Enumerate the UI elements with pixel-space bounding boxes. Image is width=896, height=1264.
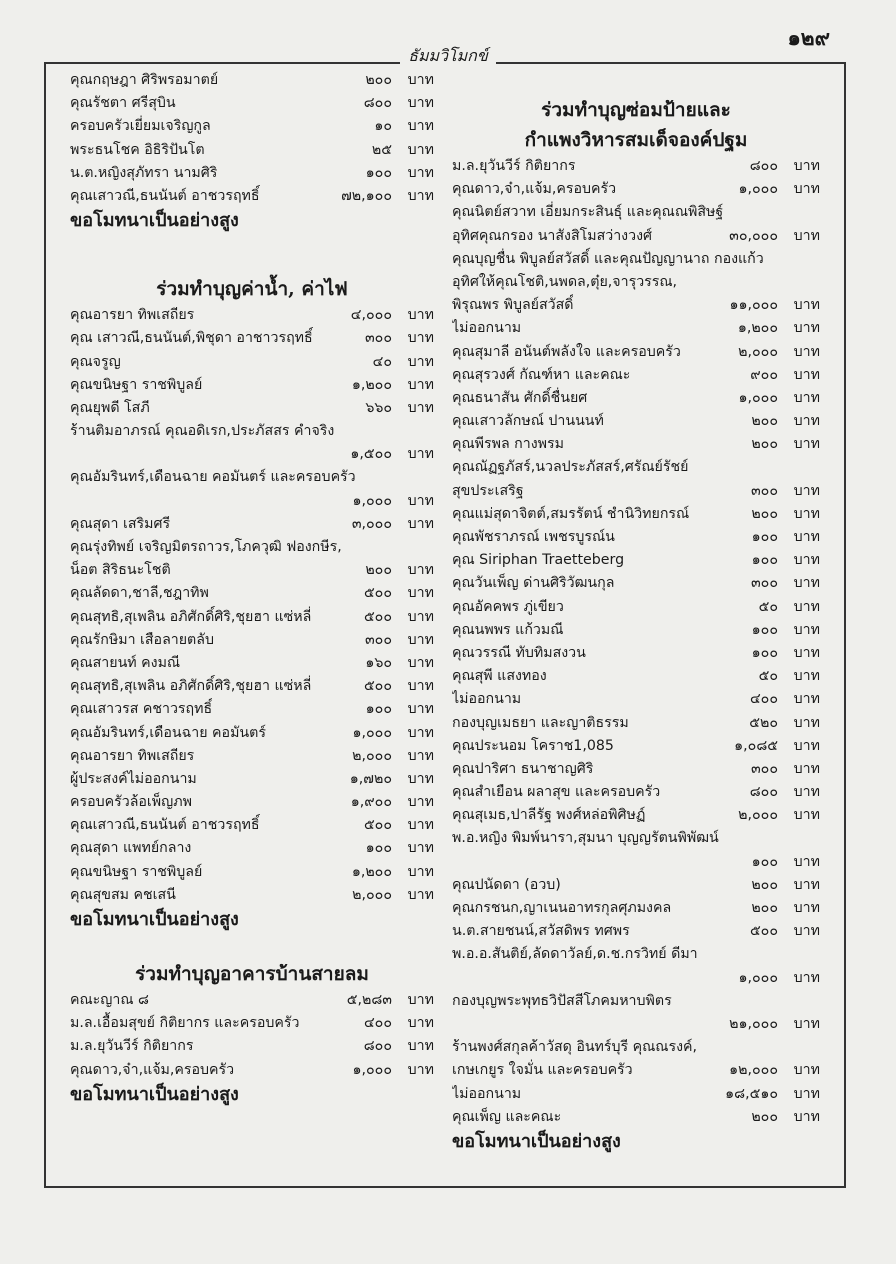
donor-name: คุณสุพี แสงทอง — [452, 668, 547, 685]
donation-amount: ๑๐๐ — [751, 853, 778, 870]
donor-name: คุณวันเพ็ญ ด่านศิริวัฒนกุล — [452, 575, 615, 592]
donor-name: ครอบครัวเยี่ยมเจริญกูล — [70, 118, 211, 135]
donor-name: คุณลัดดา,ชาลี,ชฎาทิพ — [70, 585, 209, 602]
currency-unit: บาท — [793, 575, 820, 592]
currency-unit: บาท — [793, 876, 820, 893]
donation-amount: ๒๐๐ — [751, 436, 778, 453]
donor-name: คุณพีรพล กางพรม — [452, 436, 564, 453]
donation-row — [70, 814, 434, 837]
donor-name: คุณวรรณี ทับทิมสงวน — [452, 644, 586, 661]
currency-unit: บาท — [793, 784, 820, 801]
currency-unit: บาท — [793, 644, 820, 661]
donation-row — [70, 1012, 434, 1035]
currency-unit: บาท — [407, 701, 434, 718]
donor-name-line: คุณรุ่งทิพย์ เจริญมิตรถาวร,โภควุฒิ ฟองกษีร, — [70, 539, 342, 555]
currency-unit: บาท — [407, 515, 434, 532]
donor-name-line: ร้านพงศ์สกุลค้าวัสดุ อินทร์บุรี คุณณรงค์, — [452, 1039, 698, 1056]
donation-row — [452, 1106, 820, 1129]
donation-amount: ๒,๐๐๐ — [738, 343, 778, 360]
donation-row — [452, 1059, 820, 1082]
donation-row — [452, 851, 820, 874]
donation-amount: ๑๖๐ — [365, 654, 392, 671]
page-number: ๑๒๙ — [787, 26, 830, 50]
donor-name: เกษเกยูร ใจมั่น และครอบครัว — [452, 1062, 633, 1079]
currency-unit: บาท — [793, 366, 820, 383]
donor-name: คุณสุทธิ,สุเพลิน อภิศักดิ์ศิริ,ชุยฮา แซ่หลี่ — [70, 608, 312, 625]
donation-row — [70, 745, 434, 768]
thanks-line: ขอโมทนาเป็นอย่างสูง — [452, 1130, 621, 1152]
donation-amount: ๘๐๐ — [749, 784, 778, 801]
donation-amount: ๑๐๐ — [751, 529, 778, 545]
donor-name-line: คุณนิตย์สวาท เอี่ยมกระสินธุ์ และคุณณพิสิษฐ์ — [452, 204, 724, 221]
donation-row — [452, 155, 820, 178]
donor-name: คุณอัคคพร ภู่เขียว — [452, 598, 564, 615]
currency-unit: บาท — [793, 505, 820, 522]
donation-amount: ๒,๐๐๐ — [352, 747, 392, 764]
donation-amount: ๒๕ — [371, 141, 392, 158]
donation-amount: ๑๐ — [374, 118, 392, 135]
donation-row — [452, 317, 820, 340]
donation-row — [452, 596, 820, 619]
donor-name: คุณดาว,จ๋า,แจ้ม,ครอบครัว — [452, 181, 617, 198]
donation-amount: ๓๐๐ — [364, 631, 392, 648]
donor-name: คุณสุรวงศ์ กัณฑ์หา และคณะ — [452, 366, 631, 383]
donation-amount: ๕๐ — [758, 668, 778, 685]
donation-amount: ๕๐ — [758, 598, 778, 615]
donor-name: น.ต.หญิงสุภัทรา นามศิริ — [70, 164, 218, 181]
currency-unit: บาท — [407, 562, 434, 579]
donation-row — [70, 698, 434, 721]
currency-unit: บาท — [793, 181, 820, 198]
currency-unit: บาท — [407, 376, 434, 393]
donation-row — [452, 341, 820, 364]
currency-unit: บาท — [793, 1108, 820, 1125]
donation-amount: ๒๐๐ — [365, 562, 392, 579]
currency-unit: บาท — [407, 794, 434, 811]
donor-name: คุณนพพร แก้วมณี — [452, 621, 564, 638]
currency-unit: บาท — [407, 770, 434, 787]
donor-name: คุณสุดา เสริมศรี — [70, 515, 171, 532]
donation-row — [452, 225, 820, 248]
donation-amount: ๑,๗๒๐ — [349, 770, 392, 787]
donor-name: ไม่ออกนาม — [452, 1085, 522, 1102]
donor-name: คุณปนัดดา (อวบ) — [452, 876, 561, 893]
donation-row — [452, 665, 820, 688]
donation-amount: ๗๒,๑๐๐ — [341, 187, 392, 204]
donation-amount: ๒๐๐ — [751, 413, 778, 430]
donor-name: อุทิศคุณกรอง นาสังสิโมสว่างวงศ์ — [452, 227, 653, 244]
donation-row — [70, 652, 434, 675]
donation-amount: ๓๐๐ — [750, 760, 778, 777]
donor-name-line: อุทิศให้คุณโชติ,นพดล,ตุ๋ย,จารุวรรณ, — [452, 273, 678, 290]
donor-name: คุณดาว,จ๋า,แจ้ม,ครอบครัว — [70, 1061, 235, 1078]
donor-name: คุณอารยา ทิพเสถียร — [70, 747, 195, 764]
donor-name: คุณประนอม โคราช1,085 — [452, 737, 614, 754]
donation-row — [70, 884, 434, 907]
donation-row — [452, 526, 820, 549]
donor-name: คุณพัชราภรณ์ เพชรบูรณ์น — [452, 529, 615, 545]
currency-unit: บาท — [793, 529, 820, 545]
donation-amount: ๑,๙๐๐ — [350, 794, 392, 811]
donation-row — [70, 443, 434, 466]
magazine-title-text: ธัมมวิโมกข์ — [400, 46, 496, 65]
donor-name: คณะญาณ ๘ — [70, 992, 149, 1008]
donor-name: คุณขนิษฐา ราชพิบูลย์ — [70, 376, 203, 393]
currency-unit: บาท — [407, 863, 434, 880]
donation-row — [70, 1059, 434, 1082]
currency-unit: บาท — [793, 482, 820, 499]
donation-amount: ๑๘,๕๑๐ — [725, 1085, 778, 1102]
donation-row — [70, 606, 434, 629]
currency-unit: บาท — [793, 714, 820, 731]
currency-unit: บาท — [793, 923, 820, 940]
donor-name: ครอบครัวล้อเพ็ญภพ — [70, 794, 192, 811]
currency-unit: บาท — [793, 552, 820, 569]
donor-name: คุณขนิษฐา ราชพิบูลย์ — [70, 863, 203, 880]
donation-amount: ๒๐๐ — [751, 876, 778, 893]
donation-row — [70, 1035, 434, 1058]
donor-name: พระธนโชค อิธิริปันโต — [70, 141, 205, 158]
donation-row — [70, 629, 434, 652]
currency-unit: บาท — [793, 1085, 820, 1102]
section-heading: ร่วมทำบุญอาคารบ้านสายลม — [135, 963, 369, 985]
donation-row — [70, 861, 434, 884]
donation-amount: ๑,๐๐๐ — [738, 389, 778, 406]
donor-name: คุณอัมรินทร์,เดือนฉาย คอมันตร์ — [70, 724, 266, 741]
donation-amount: ๕๐๐ — [363, 608, 392, 625]
donation-row — [70, 327, 434, 350]
donation-amount: ๑,๒๐๐ — [737, 320, 778, 337]
donation-amount: ๑,๒๐๐ — [351, 376, 392, 393]
thanks-line: ขอโมทนาเป็นอย่างสูง — [70, 1083, 239, 1105]
donation-row — [452, 387, 820, 410]
donor-name: คุณรัชตา ศรีสุบิน — [70, 95, 176, 112]
donation-amount: ๑๐๐ — [751, 644, 778, 661]
donor-name-line: พ.อ.อ.สันติย์,ลัดดาวัลย์,ด.ช.กรวิทย์ ดีมา — [452, 946, 698, 963]
currency-unit: บาท — [407, 187, 434, 204]
donation-row — [452, 688, 820, 711]
donation-row — [70, 69, 434, 92]
donation-row — [452, 294, 820, 317]
donor-name-line: กองบุญพระพุทธวิปัสสีโภคมหาบพิตร — [452, 992, 672, 1009]
donation-amount: ๒๐๐ — [751, 505, 778, 522]
currency-unit: บาท — [793, 297, 820, 314]
currency-unit: บาท — [407, 72, 434, 88]
currency-unit: บาท — [407, 1038, 434, 1055]
donation-amount: ๑๐๐ — [751, 552, 778, 569]
donation-amount: ๑๑,๐๐๐ — [729, 297, 778, 314]
donor-name: คุณสุดา แพทย์กลาง — [70, 840, 192, 857]
donation-amount: ๑๐๐ — [365, 840, 392, 857]
donor-name-line: ร้านติมอาภรณ์ คุณอดิเรก,ประภัสสร คำจริง — [70, 423, 335, 440]
spacer — [70, 260, 434, 274]
donor-name-line: คุณณัฏฐภัสร์,นวลประภัสสร์,ศรัณย์รัชย์ — [452, 459, 689, 476]
donation-amount: ๕๒๐ — [749, 714, 778, 731]
donation-amount: ๘๐๐ — [363, 1038, 392, 1055]
currency-unit: บาท — [407, 631, 434, 648]
donation-row — [70, 513, 434, 536]
donor-name: น.ต.สายชนน์,สวัสดิพร ทศพร — [452, 923, 630, 940]
donation-amount: ๑,๕๐๐ — [350, 446, 392, 463]
donor-name: ม.ล.เอื้อมสุขย์ กิติยากร และครอบครัว — [70, 1015, 300, 1032]
donation-amount: ๘๐๐ — [363, 95, 392, 112]
donor-name: คุณเสาวลักษณ์ ปานนนท์ — [452, 413, 604, 430]
donation-row — [70, 185, 434, 208]
donation-amount: ๓,๐๐๐ — [351, 515, 392, 532]
donor-name-line: พ.อ.หญิง พิมพ์นารา,สุมนา บุญญรัตนพิพัฒน์ — [452, 830, 719, 847]
donation-row — [70, 397, 434, 420]
currency-unit: บาท — [793, 227, 820, 244]
currency-unit: บาท — [793, 343, 820, 360]
donor-name: คุณปาริศา ธนาชาญศิริ — [452, 760, 594, 777]
donation-row — [70, 351, 434, 374]
donor-name: คุณ Siriphan Traetteberg — [452, 552, 625, 569]
currency-unit: บาท — [407, 330, 434, 347]
donor-name: คุณเสาวณี,ธนนันต์ อาชวรฤทธิ์ — [70, 187, 260, 204]
donation-row — [452, 433, 820, 456]
currency-unit: บาท — [407, 992, 434, 1008]
donation-amount: ๑,๐๘๕ — [734, 737, 778, 754]
donation-row — [70, 374, 434, 397]
donation-amount: ๕๐๐ — [363, 678, 392, 695]
donation-row — [70, 675, 434, 698]
donation-amount: ๒๐๐ — [365, 72, 392, 88]
donation-row — [70, 139, 434, 162]
spacer — [70, 933, 434, 959]
currency-unit: บาท — [793, 436, 820, 453]
donation-row — [452, 178, 820, 201]
donation-row — [452, 1083, 820, 1106]
donation-amount: ๑,๐๐๐ — [352, 492, 392, 509]
currency-unit: บาท — [407, 724, 434, 741]
currency-unit: บาท — [407, 840, 434, 857]
donation-row — [452, 364, 820, 387]
currency-unit: บาท — [407, 886, 434, 903]
donor-name: คุณจรูญ — [70, 353, 121, 370]
currency-unit: บาท — [793, 320, 820, 337]
currency-unit: บาท — [407, 585, 434, 602]
currency-unit: บาท — [407, 747, 434, 764]
currency-unit: บาท — [793, 900, 820, 916]
donation-amount: ๖๖๐ — [365, 399, 392, 416]
section-heading: ร่วมทำบุญค่าน้ำ, ค่าไฟ — [156, 278, 348, 301]
donor-name: คุณสำเยือน ผลาสุข และครอบครัว — [452, 784, 661, 801]
currency-unit: บาท — [793, 853, 820, 870]
donor-name: ไม่ออกนาม — [452, 320, 522, 337]
currency-unit: บาท — [407, 654, 434, 671]
currency-unit: บาท — [407, 95, 434, 112]
thanks-line: ขอโมทนาเป็นอย่างสูง — [70, 210, 239, 232]
currency-unit: บาท — [793, 389, 820, 406]
donor-name-line: คุณอัมรินทร์,เดือนฉาย คอมันตร์ และครอบครัว — [70, 469, 356, 486]
donor-name: คุณเพ็ญ และคณะ — [452, 1108, 562, 1125]
donation-amount: ๓๐๐ — [750, 482, 778, 499]
donation-amount: ๕,๒๘๓ — [346, 992, 392, 1008]
donation-amount: ๑๒,๐๐๐ — [729, 1062, 778, 1079]
donation-amount: ๘๐๐ — [749, 158, 778, 174]
currency-unit: บาท — [407, 353, 434, 370]
right-column — [452, 95, 820, 1155]
donation-row — [452, 480, 820, 503]
currency-unit: บาท — [407, 1061, 434, 1078]
donation-amount: ๓๐๐ — [750, 575, 778, 592]
currency-unit: บาท — [793, 668, 820, 685]
donation-amount: ๑๐๐ — [365, 164, 392, 181]
section-heading: ร่วมทำบุญซ่อมป้ายและ — [541, 99, 731, 121]
donation-row — [452, 897, 820, 920]
donation-row — [70, 989, 434, 1012]
donation-row — [70, 722, 434, 745]
donation-row — [452, 874, 820, 897]
left-column — [70, 69, 434, 1108]
donation-amount: ๕๐๐ — [363, 585, 392, 602]
donation-amount: ๑,๐๐๐ — [352, 1061, 392, 1078]
donation-row — [452, 781, 820, 804]
donor-name: คุณสายนท์ คงมณี — [70, 654, 181, 671]
magazine-title — [0, 44, 896, 69]
donation-row — [70, 559, 434, 582]
donation-amount: ๒,๐๐๐ — [352, 886, 392, 903]
donor-name: กองบุญเมธยา และญาติธรรม — [452, 714, 629, 731]
donation-row — [70, 115, 434, 138]
donor-name: น็อต สิริธนะโชติ — [70, 562, 171, 579]
donation-row — [452, 712, 820, 735]
donation-row — [452, 410, 820, 433]
donation-row — [70, 791, 434, 814]
donor-name: คุณสุขสม คชเสนี — [70, 886, 176, 903]
donation-row — [70, 490, 434, 513]
donation-row — [452, 804, 820, 827]
currency-unit: บาท — [407, 118, 434, 135]
donation-amount: ๑๐๐ — [751, 621, 778, 638]
donor-name: ม.ล.ยุวันวีร์ กิติยากร — [452, 158, 576, 174]
currency-unit: บาท — [407, 399, 434, 416]
donation-row — [70, 304, 434, 327]
donation-amount: ๑,๐๐๐ — [738, 181, 778, 198]
donor-name-line: คุณบุญชื่น พิบูลย์สวัสดิ์ และคุณปัญญานาถ กองแก้ว — [452, 250, 764, 267]
donor-name: คุณอารยา ทิพเสถียร — [70, 307, 195, 324]
donation-amount: ๔๐ — [372, 353, 392, 370]
donation-amount: ๒๐๐ — [751, 1108, 778, 1125]
donation-row — [70, 768, 434, 791]
section-heading: กำแพงวิหารสมเด็จองค์ปฐม — [524, 129, 748, 151]
currency-unit: บาท — [793, 691, 820, 708]
donation-row — [70, 837, 434, 860]
donor-name: คุณธนาสัน ศักดิ์ชื่นยศ — [452, 389, 588, 406]
thanks-line: ขอโมทนาเป็นอย่างสูง — [70, 909, 239, 930]
donation-row — [70, 92, 434, 115]
donor-name: คุณรักษิมา เสือลายตลับ — [70, 631, 214, 648]
currency-unit: บาท — [793, 621, 820, 638]
donation-row — [452, 642, 820, 665]
currency-unit: บาท — [407, 164, 434, 181]
currency-unit: บาท — [793, 807, 820, 824]
donation-amount: ๑,๐๐๐ — [738, 969, 778, 986]
currency-unit: บาท — [793, 158, 820, 174]
donation-amount: ๒๑,๐๐๐ — [729, 1015, 778, 1032]
donation-amount: ๑๐๐ — [365, 701, 392, 718]
donation-amount: ๔๐๐ — [749, 691, 778, 708]
currency-unit: บาท — [407, 141, 434, 158]
donor-name: คุณสุทธิ,สุเพลิน อภิศักดิ์ศิริ,ชุยฮา แซ่หลี่ — [70, 678, 312, 695]
currency-unit: บาท — [407, 608, 434, 625]
donor-name: คุณกฤษฎา ศิริพรอมาตย์ — [70, 72, 219, 88]
donation-amount: ๑,๐๐๐ — [352, 724, 392, 741]
donation-row — [452, 549, 820, 572]
donation-amount: ๕๐๐ — [749, 923, 778, 940]
donor-name: คุณกรชนก,ญาเนนอาทรกุลศุภมงคล — [452, 900, 672, 916]
currency-unit: บาท — [407, 492, 434, 509]
donor-name: คุณสุเมธ,ปาลีรัฐ พงศ์หล่อพิศิษฏ์ — [452, 807, 646, 824]
donation-row — [452, 735, 820, 758]
donation-amount: ๓๐๐ — [364, 330, 392, 347]
donation-row — [452, 967, 820, 990]
donation-row — [452, 1013, 820, 1036]
donor-name: คุณ เสาวณี,ธนนันต์,พิชุดา อาชาวรฤทธิ์ — [70, 330, 313, 347]
donor-name: ไม่ออกนาม — [452, 691, 522, 708]
donor-name: คุณเสาวณี,ธนนันต์ อาชวรฤทธิ์ — [70, 817, 260, 834]
donor-name: คุณเสาวรส คชาวรฤทธิ์ — [70, 701, 213, 718]
currency-unit: บาท — [407, 678, 434, 695]
donation-amount: ๓๐,๐๐๐ — [729, 227, 778, 244]
currency-unit: บาท — [407, 817, 434, 834]
donor-name: คุณสุมาลี อนันต์พลังใจ และครอบครัว — [452, 343, 681, 360]
currency-unit: บาท — [793, 737, 820, 754]
donor-name: คุณยุพดี โสภี — [70, 399, 150, 416]
currency-unit: บาท — [407, 446, 434, 463]
currency-unit: บาท — [793, 760, 820, 777]
currency-unit: บาท — [793, 1015, 820, 1032]
donation-amount: ๔๐๐ — [363, 1015, 392, 1032]
donation-row — [452, 920, 820, 943]
donation-amount: ๒,๐๐๐ — [738, 807, 778, 824]
donation-row — [452, 572, 820, 595]
donation-row — [70, 162, 434, 185]
currency-unit: บาท — [793, 413, 820, 430]
donor-name: ผู้ประสงค์ไม่ออกนาม — [70, 770, 197, 787]
currency-unit: บาท — [407, 1015, 434, 1032]
donation-row — [452, 503, 820, 526]
donation-amount: ๙๐๐ — [750, 366, 778, 383]
donor-name: ม.ล.ยุวันวีร์ กิติยากร — [70, 1038, 194, 1055]
currency-unit: บาท — [793, 598, 820, 615]
donation-row — [70, 582, 434, 605]
currency-unit: บาท — [793, 969, 820, 986]
spacer — [70, 234, 434, 260]
donation-amount: ๔,๐๐๐ — [350, 307, 392, 324]
donation-amount: ๒๐๐ — [751, 900, 778, 916]
donation-row — [452, 758, 820, 781]
donation-amount: ๑,๒๐๐ — [351, 863, 392, 880]
currency-unit: บาท — [407, 307, 434, 324]
donor-name: คุณแม่สุดาจิตต์,สมรรัตน์ ชำนิวิทยกรณ์ — [452, 505, 690, 522]
donor-name: พิรุณพร พิบูลย์สวัสดิ์ — [452, 297, 574, 314]
donor-name: สุขประเสริฐ — [452, 482, 524, 499]
donation-amount: ๕๐๐ — [363, 817, 392, 834]
donation-row — [452, 619, 820, 642]
currency-unit: บาท — [793, 1062, 820, 1079]
